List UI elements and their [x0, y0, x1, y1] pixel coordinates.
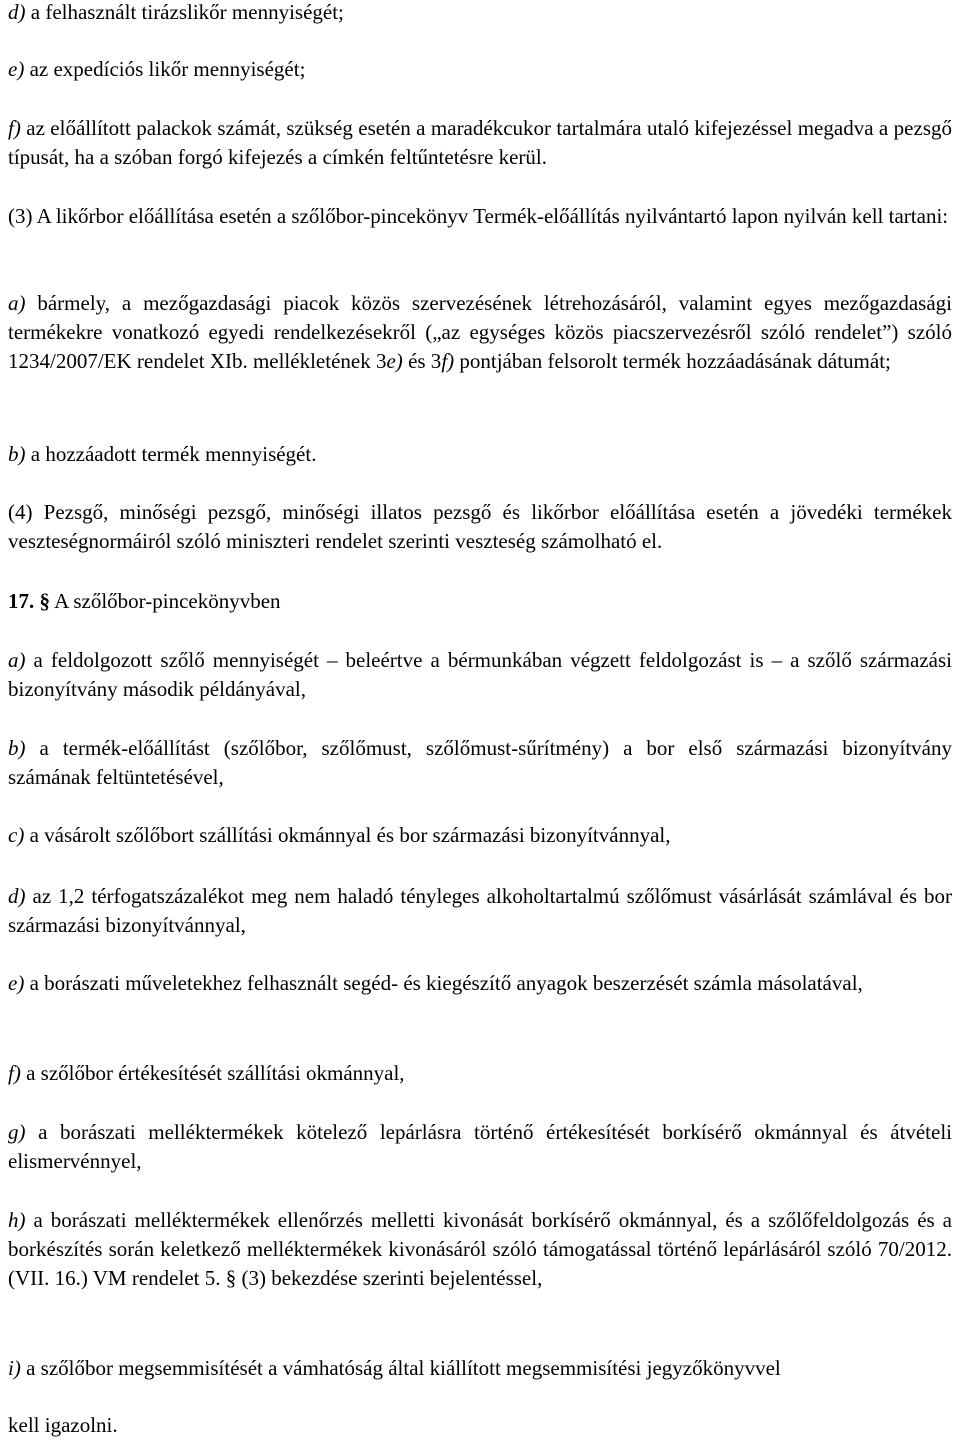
- item-text: a szőlőbor megsemmisítését a vámhatóság által kiállított megsemmisítési jegyzőkönyvvel: [20, 1356, 781, 1380]
- section-17-item-c: [8, 821, 952, 850]
- item-text: bármely, a mezőgazdasági piacok közös szervezésének létrehozásáról, valamint egyes mezőgazdasági termékekre vonatkozó egyedi rendelkezésekről („az egységes közös piacszervezésről szóló rendelet”) szóló 1234/2007/EK rendelet XIb. mellékletének 3: [8, 291, 952, 373]
- section-17-item-d: [8, 882, 952, 940]
- section-17-item-h: [8, 1206, 952, 1293]
- item-text: a felhasznált tirázslikőr mennyiségét;: [25, 0, 344, 24]
- paragraph-d: [8, 0, 952, 27]
- section-17-heading: [8, 587, 952, 616]
- item-text: és 3: [402, 349, 442, 373]
- item-marker: a): [8, 291, 26, 315]
- item-marker: d): [8, 0, 26, 24]
- item-marker: b): [8, 736, 26, 760]
- section-3-item-b: [8, 440, 952, 469]
- item-text: a borászati műveletekhez felhasznált segéd- és kiegészítő anyagok beszerzését számla másolatával,: [24, 971, 863, 995]
- item-text: a borászati melléktermékek kötelező lepárlásra történő értékesítését borkísérő okmánnyal és átvételi elismervénnyel,: [8, 1120, 952, 1173]
- item-marker: e): [8, 57, 25, 81]
- item-marker: d): [8, 884, 26, 908]
- item-text: az expedíciós likőr mennyiségét;: [24, 57, 306, 81]
- item-marker: e): [8, 971, 25, 995]
- section-17-item-f: [8, 1059, 952, 1088]
- item-marker: h): [8, 1208, 26, 1232]
- item-text: az előállított palackok számát, szükség esetén a maradékcukor tartalmára utaló kifejezéssel megadva a pezsgő típusát, ha a szóban forgó kifejezés a címkén feltűntetésre kerül.: [8, 116, 952, 169]
- section-symbol: §: [39, 589, 50, 613]
- item-marker: f): [8, 1061, 21, 1085]
- item-marker: g): [8, 1120, 26, 1144]
- section-3-item-a: [8, 289, 952, 376]
- paragraph-f: [8, 114, 952, 172]
- item-text: a termék-előállítást (szőlőbor, szőlőmust, szőlőmust-sűrítmény) a bor első származási bizonyítvány számának feltüntetésével,: [8, 736, 952, 789]
- item-text: a vásárolt szőlőbort szállítási okmánnyal és bor származási bizonyítvánnyal,: [24, 823, 671, 847]
- item-marker: b): [8, 442, 26, 466]
- section-17-item-i: [8, 1354, 952, 1383]
- item-reference: f): [441, 349, 455, 373]
- section-17-item-e: [8, 969, 952, 998]
- item-text: a hozzáadott termék mennyiségét.: [25, 442, 317, 466]
- item-text: a szőlőbor értékesítését szállítási okmánnyal,: [20, 1061, 405, 1085]
- section-17-closing: kell igazolni.: [8, 1413, 118, 1437]
- item-text: a borászati melléktermékek ellenőrzés melletti kivonását borkísérő okmánnyal, és a szőlőfeldolgozás és a borkészítés során keletkező melléktermékek kivonásáról szóló támogatással történő lepárlásáról szóló 70/2012. (VII. 16.) VM rendelet 5. § (3) bekezdése szerinti bejelentéssel,: [8, 1208, 952, 1290]
- item-marker: c): [8, 823, 25, 847]
- item-marker: f): [8, 116, 21, 140]
- section-17-item-a: [8, 646, 952, 704]
- section-17-item-b: [8, 734, 952, 792]
- item-reference: e): [386, 349, 403, 373]
- item-text: az 1,2 térfogatszázalékot meg nem haladó tényleges alkoholtartalmú szőlőmust vásárlását számlával és bor származási bizonyítvánnyal,: [8, 884, 952, 937]
- item-text: pontjában felsorolt termék hozzáadásának dátumát;: [454, 349, 891, 373]
- item-text: a feldolgozott szőlő mennyiségét – beleértve a bérmunkában végzett feldolgozást is – a szőlő származási bizonyítvány második példányával,: [8, 648, 952, 701]
- section-3-intro: (3) A likőrbor előállítása esetén a szőlőbor-pincekönyv Termék-előállítás nyilvántartó lapon nyilván kell tartani:: [8, 204, 949, 228]
- section-17-item-g: [8, 1118, 952, 1176]
- item-marker: i): [8, 1356, 21, 1380]
- section-heading-text: A szőlőbor-pincekönyvben: [50, 589, 281, 613]
- item-marker: a): [8, 648, 26, 672]
- section-4-paragraph: (4) Pezsgő, minőségi pezsgő, minőségi illatos pezsgő és likőrbor előállítása esetén a jövedéki termékek veszteségnormáiról szóló miniszteri rendelet szerinti veszteség számolható el.: [8, 500, 952, 553]
- section-number: 17.: [8, 589, 35, 613]
- paragraph-e: [8, 55, 952, 84]
